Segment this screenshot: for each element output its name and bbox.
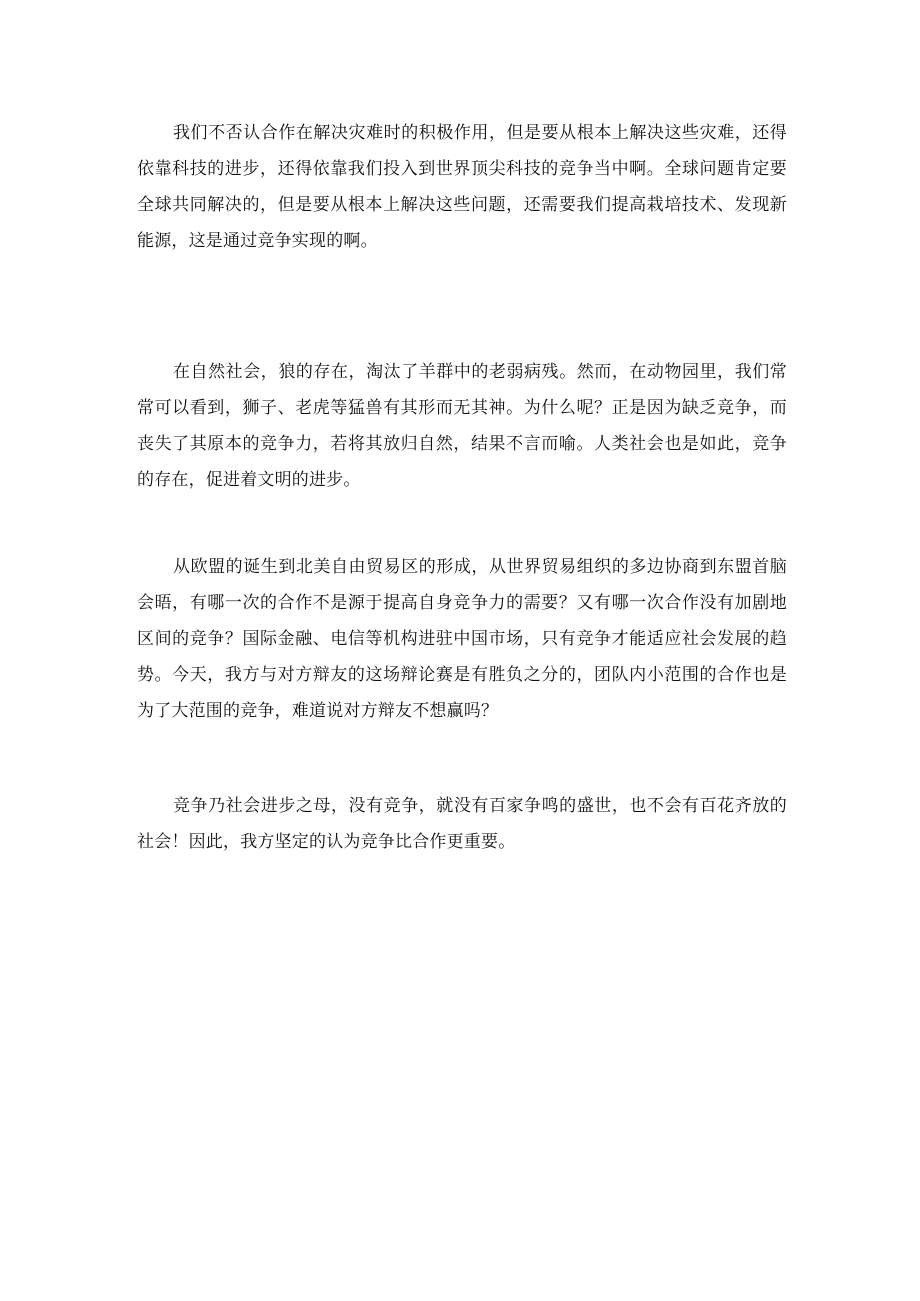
paragraph-natural-society: 在自然社会，狼的存在，淘汰了羊群中的老弱病残。然而，在动物园里，我们常常可以看到，狮子、老虎等猛兽有其形而无其神。为什么呢？正是因为缺乏竞争，而丧失了其原本的竞争力，若将其放归自然，结果不言而喻。人类社会也是如此，竞争的存在，促进着文明的进步。 <box>137 362 787 490</box>
paragraph-trade-organizations: 从欧盟的诞生到北美自由贸易区的形成，从世界贸易组织的多边协商到东盟首脑会晤，有哪一次的合作不是源于提高自身竞争力的需要？又有哪一次合作没有加剧地区间的竞争？国际金融、电信等机构进驻中国市场，只有竞争才能适应社会发展的趋势。今天，我方与对方辩友的这场辩论赛是有胜负之分的，团队内小范围的合作也是为了大范围的竞争，难道说对方辩友不想赢吗？ <box>137 557 787 721</box>
paragraph-cooperation-disasters: 我们不否认合作在解决灾难时的积极作用，但是要从根本上解决这些灾难，还得依靠科技的进步，还得依靠我们投入到世界顶尖科技的竞争当中啊。全球问题肯定要全球共同解决的，但是要从根本上解决这些问题，还需要我们提高栽培技术、发现新能源，这是通过竞争实现的啊。 <box>137 123 787 251</box>
paragraph-conclusion: 竞争乃社会进步之母，没有竞争，就没有百家争鸣的盛世，也不会有百花齐放的社会！因此，我方坚定的认为竞争比合作更重要。 <box>137 796 787 852</box>
